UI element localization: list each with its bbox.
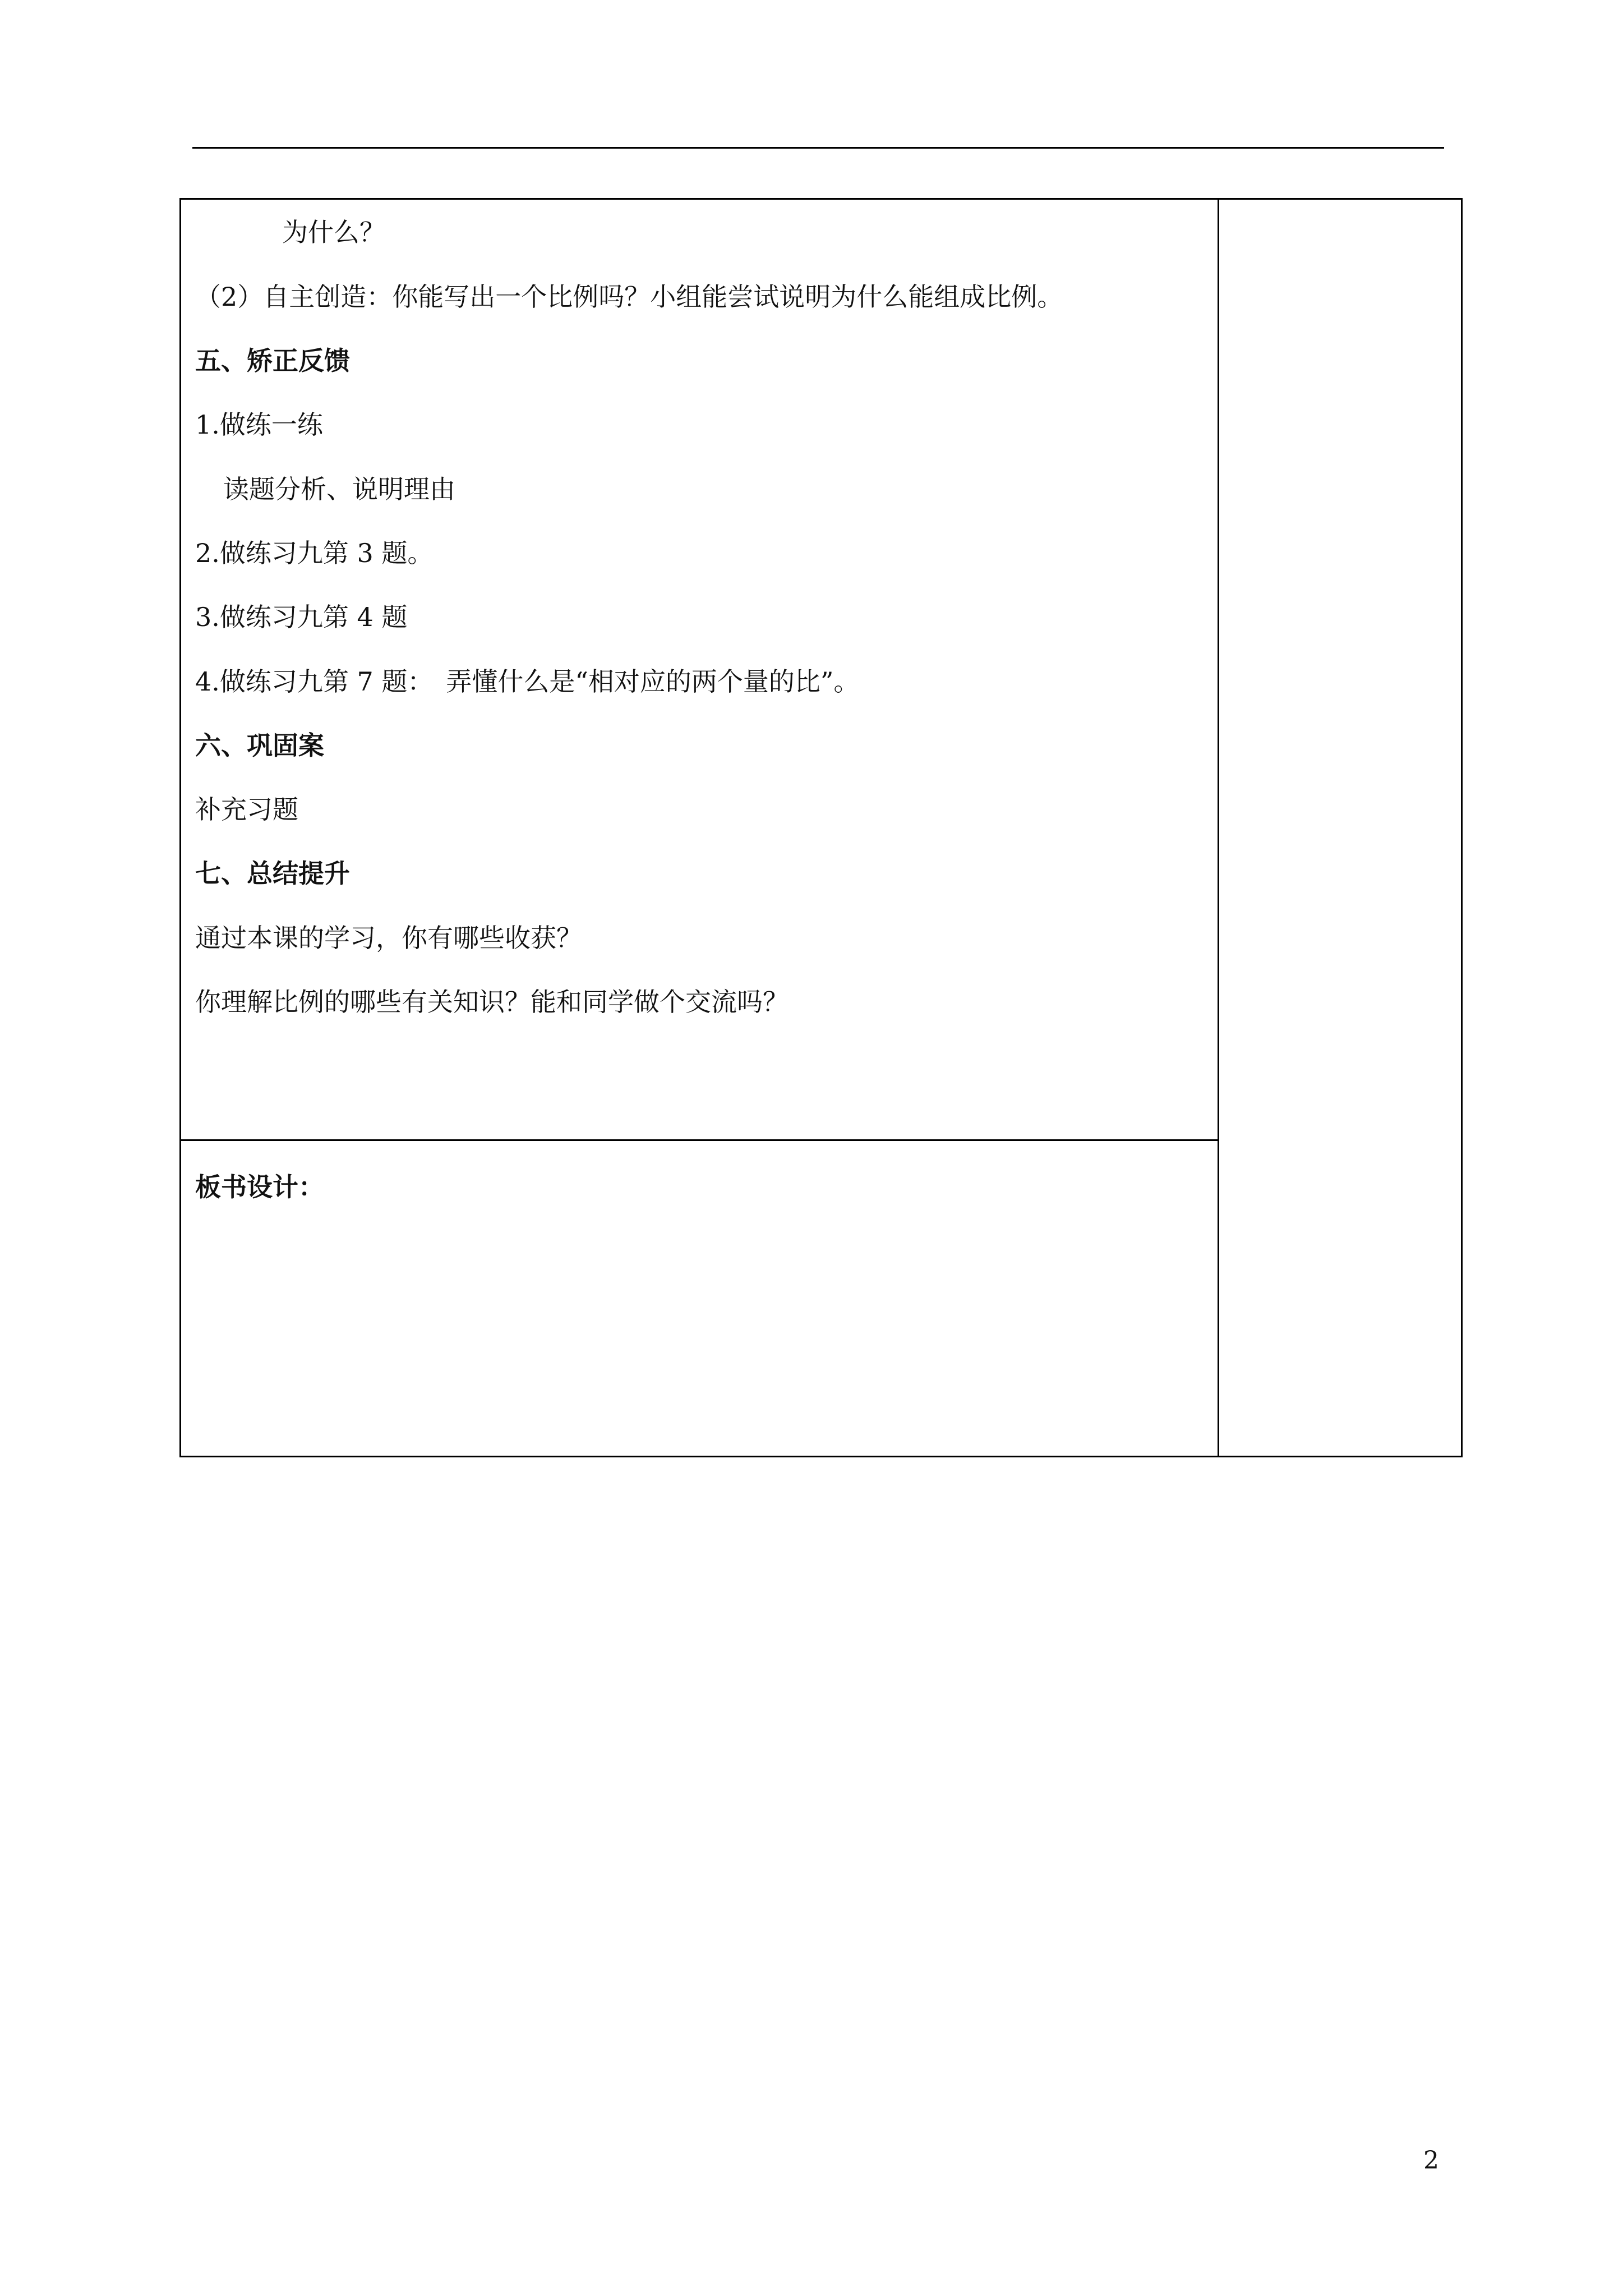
supplementary-exercises: 补充习题 xyxy=(195,794,298,825)
exercise-item-3: 3.做练习九第 4 题 xyxy=(195,602,408,632)
page-number: 2 xyxy=(1423,2146,1439,2175)
section-heading-summary: 七、总结提升 xyxy=(195,858,350,889)
section-heading-correction-feedback: 五、矫正反馈 xyxy=(195,346,350,376)
summary-question-2: 你理解比例的哪些有关知识？能和同学做个交流吗？ xyxy=(195,987,789,1017)
exercise-item-2: 2.做练习九第 3 题。 xyxy=(195,538,434,568)
self-create-task: （2）自主创造：你能写出一个比例吗？小组能尝试说明为什么能组成比例。 xyxy=(195,282,1063,312)
summary-question-1: 通过本课的学习，你有哪些收获？ xyxy=(195,923,582,953)
lesson-plan-table xyxy=(179,198,1463,1457)
table-column-divider xyxy=(1218,200,1219,1456)
board-design-label: 板书设计： xyxy=(195,1172,324,1202)
question-continuation: 为什么？ xyxy=(282,217,385,247)
table-row-divider xyxy=(181,1139,1218,1141)
exercise-item-4: 4.做练习九第 7 题： 弄懂什么是“相对应的两个量的比”。 xyxy=(195,666,860,697)
exercise-item-1: 1.做练一练 xyxy=(195,409,323,440)
exercise-item-1-note: 读题分析、说明理由 xyxy=(223,474,455,504)
header-rule xyxy=(192,147,1444,149)
section-heading-consolidation: 六、巩固案 xyxy=(195,730,324,761)
